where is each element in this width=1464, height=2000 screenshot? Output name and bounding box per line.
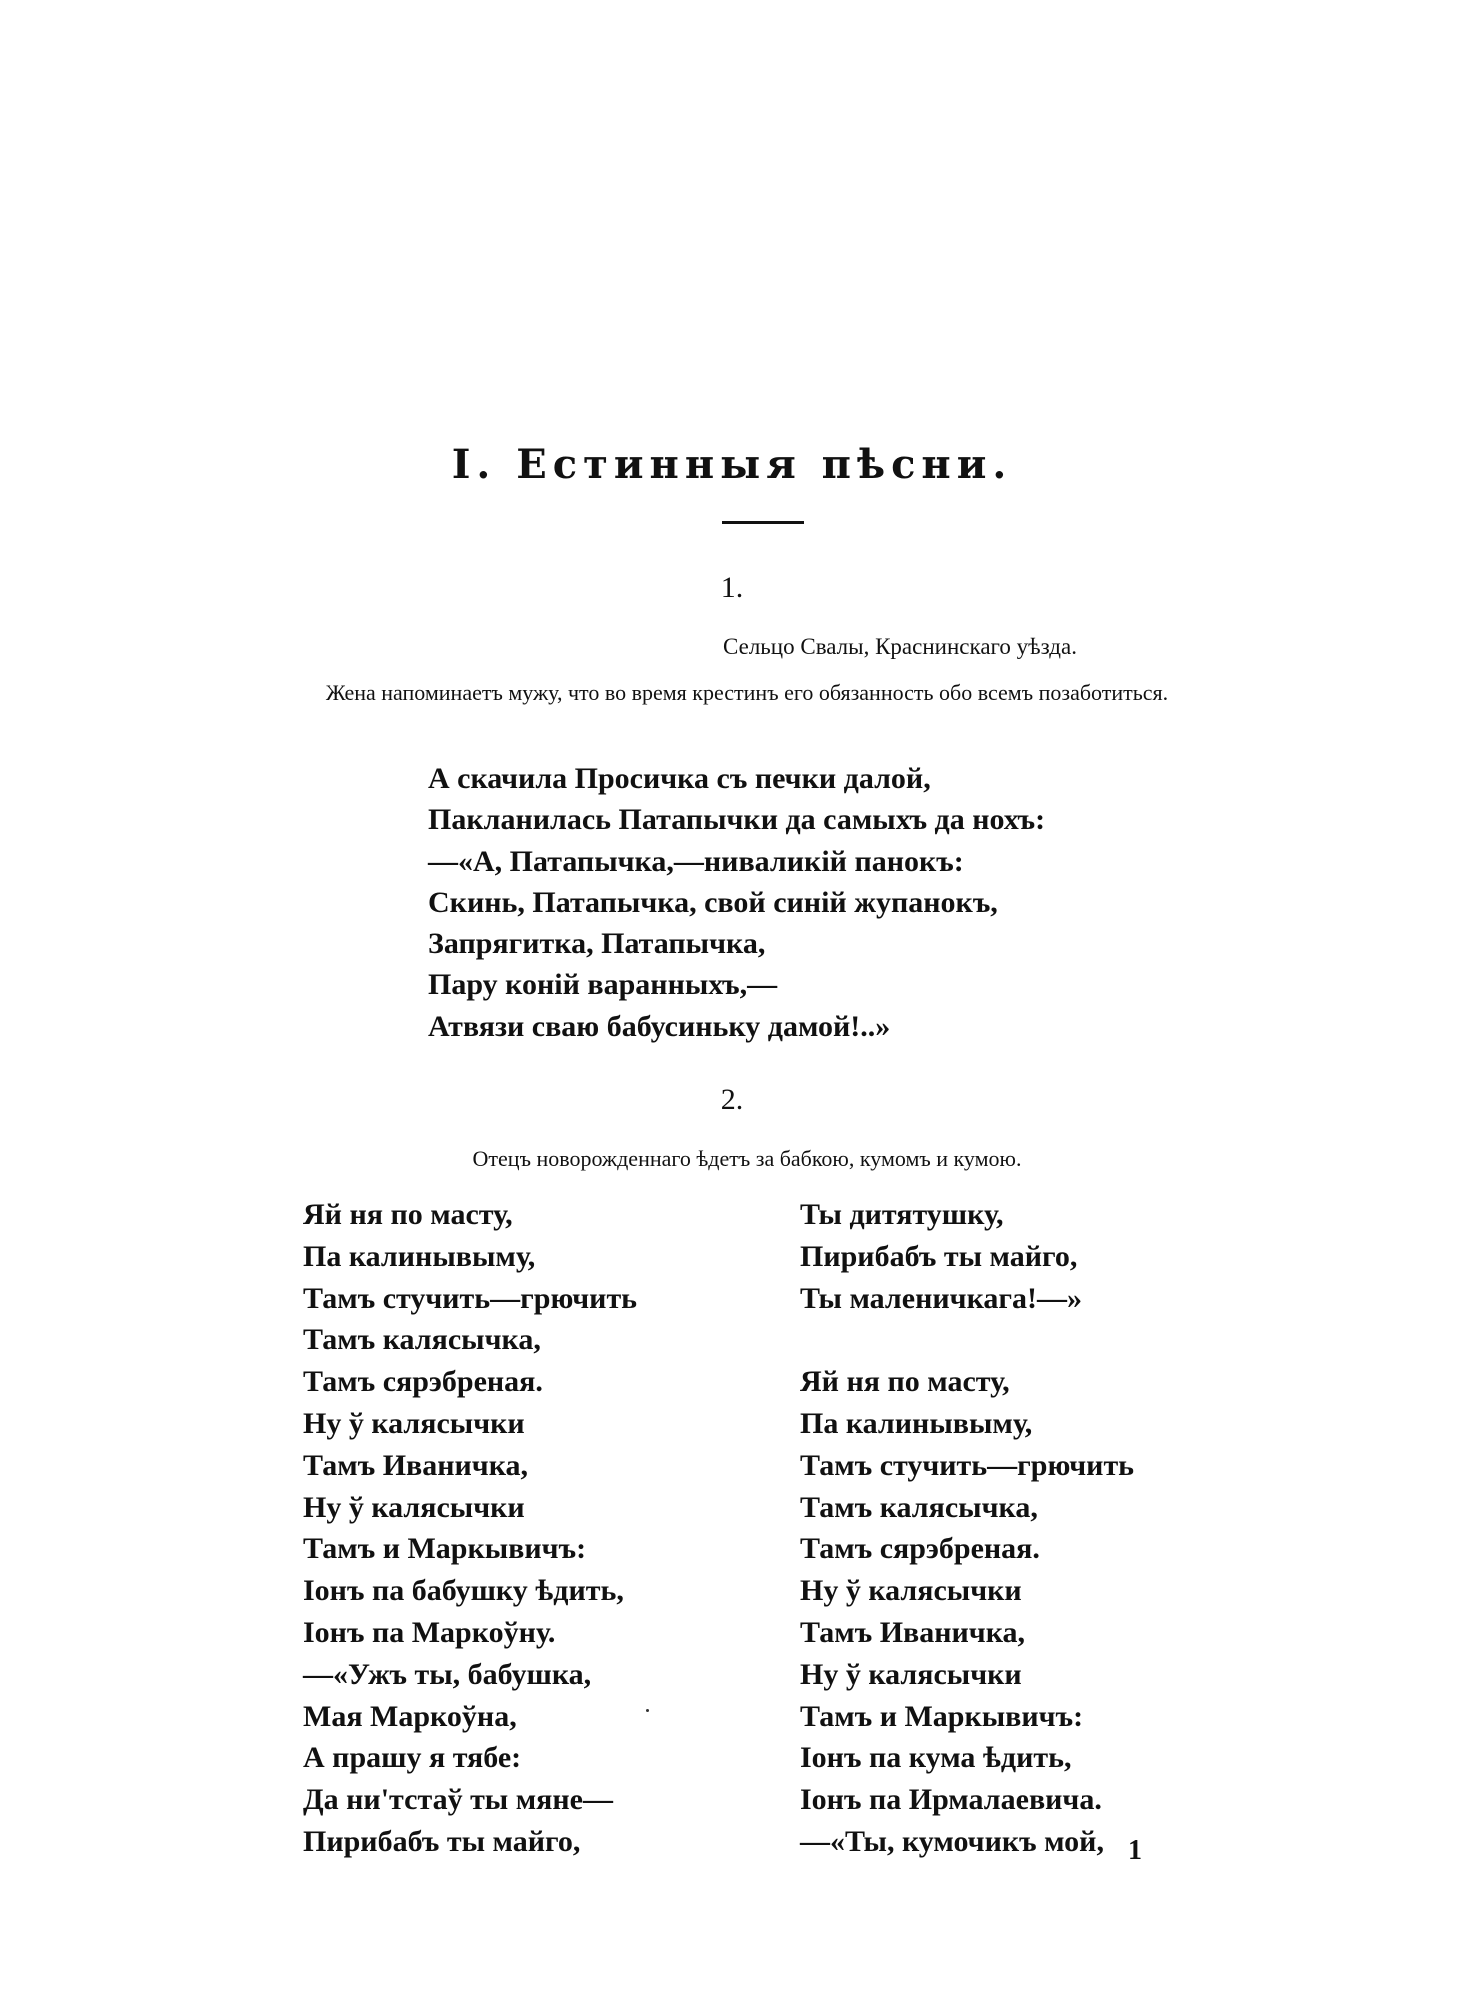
verse-line: Ну ў калясычки — [303, 1490, 525, 1524]
verse-line: Тамъ стучить—грючить — [303, 1281, 638, 1315]
verse-line: Яй ня по масту, — [800, 1365, 1010, 1399]
verse-line: Іонъ па кума ѣдить, — [800, 1741, 1072, 1775]
song-2-verse-left-column — [303, 1194, 637, 1863]
verse-line: Іонъ па Маркоўну. — [303, 1615, 556, 1649]
verse-line: Яй ня по масту, — [303, 1198, 513, 1231]
verse-line: Тамъ сярэбреная. — [800, 1532, 1040, 1566]
verse-line: Ну ў калясычки — [800, 1574, 1022, 1608]
page-number: 1 — [1128, 1835, 1142, 1866]
verse-line: Тамъ Иваничка, — [303, 1448, 529, 1482]
verse-line: Атвязи сваю бабусиньку дамой!..» — [428, 1009, 891, 1043]
song-1-number: 1. — [720, 571, 744, 604]
verse-line: Тамъ калясычка, — [800, 1490, 1038, 1524]
verse-line: Тамъ и Маркывичъ: — [303, 1532, 587, 1566]
section-title: I. Естинныя пѣсни. — [451, 441, 1013, 488]
verse-line: Мая Маркоўна, — [303, 1699, 517, 1733]
song-2-description: Отецъ новорожденнаго ѣдетъ за бабкою, кумомъ и кумою. — [472, 1146, 1022, 1171]
stanza-break — [800, 1319, 1134, 1361]
verse-line: Пирибабъ ты майго, — [303, 1824, 581, 1858]
verse-line: Тамъ Иваничка, — [800, 1615, 1026, 1649]
song-1-description: Жена напоминаетъ мужу, что во время крестинъ его обязанность обо всемъ позаботиться. — [325, 680, 1169, 705]
verse-line: Скинь, Патапычка, свой синій жупанокъ, — [428, 885, 998, 919]
verse-line: Ты маленичкага!—» — [800, 1281, 1083, 1315]
verse-line: Іонъ па бабушку ѣдить, — [303, 1574, 624, 1608]
song-1-verse — [428, 758, 1045, 1047]
verse-line: —«Ужъ ты, бабушка, — [303, 1657, 592, 1691]
verse-line: Тамъ сярэбреная. — [303, 1365, 543, 1399]
verse-line: Тамъ стучить—грючить — [800, 1448, 1135, 1482]
song-1-place: Сельцо Свалы, Краснинскаго уѣзда. — [723, 634, 1077, 659]
verse-line: Ну ў калясычки — [303, 1406, 525, 1440]
verse-line: Па калинывыму, — [800, 1406, 1033, 1440]
verse-line: Пирибабъ ты майго, — [800, 1239, 1078, 1273]
song-2-verse-right-column — [800, 1194, 1134, 1863]
verse-line: Тамъ калясычка, — [303, 1323, 541, 1357]
verse-line: А прашу я тябе: — [303, 1741, 522, 1775]
verse-line: Пару коній варанныхъ,— — [428, 968, 778, 1002]
verse-line: А скачила Просичка съ печки далой, — [428, 762, 931, 795]
verse-line: Ну ў калясычки — [800, 1657, 1022, 1691]
title-divider — [722, 521, 804, 524]
verse-line: Тамъ и Маркывичъ: — [800, 1699, 1084, 1733]
verse-line: Пакланилась Патапычки да самыхъ да нохъ: — [428, 803, 1046, 837]
verse-line: Ты дитятушку, — [800, 1198, 1004, 1231]
verse-line: —«Ты, кумочикъ мой, — [800, 1824, 1104, 1858]
verse-line: Запрягитка, Патапычка, — [428, 927, 766, 961]
print-speck — [646, 1709, 649, 1712]
verse-line: Да ни'тстаў ты мяне— — [303, 1783, 613, 1817]
verse-line: —«А, Патапычка,—ниваликій панокъ: — [428, 844, 964, 878]
song-2-number: 2. — [720, 1083, 744, 1116]
verse-line: Па калинывыму, — [303, 1239, 536, 1273]
verse-line: Іонъ па Ирмалаевича. — [800, 1783, 1102, 1817]
